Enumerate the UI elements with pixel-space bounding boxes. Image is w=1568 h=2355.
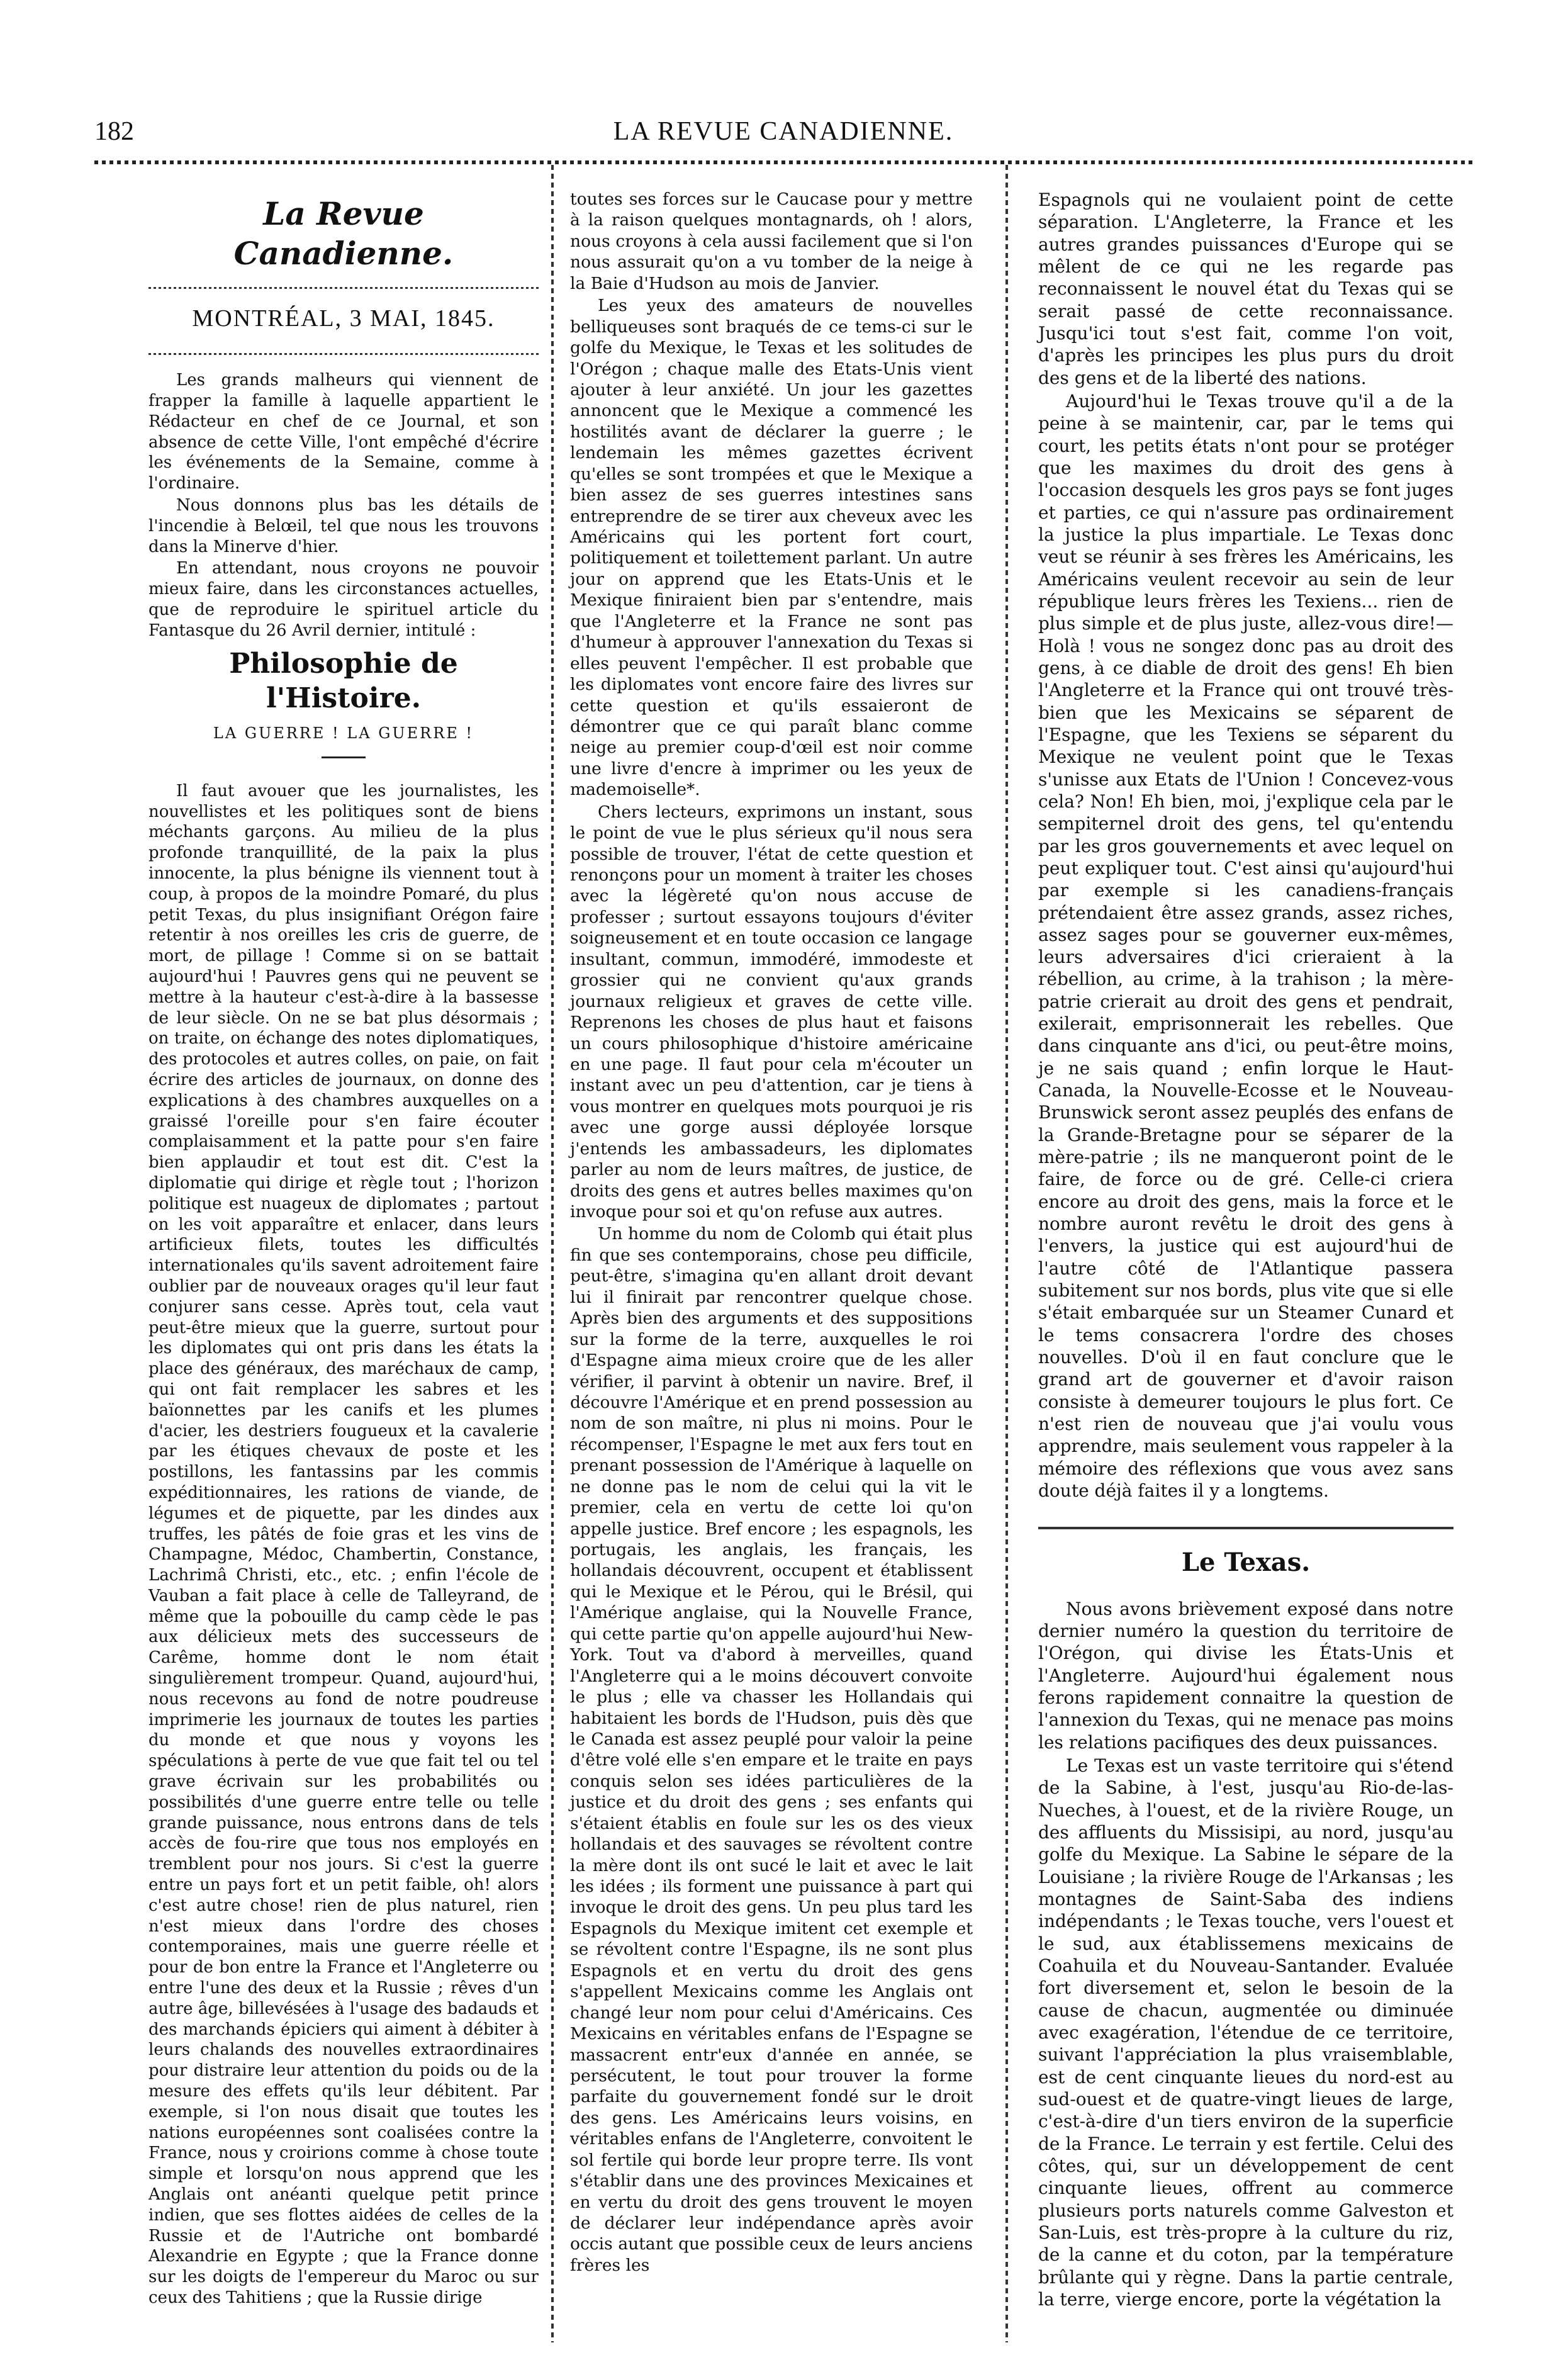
page-header: [94, 116, 1472, 154]
paragraph: Les yeux des amateurs de nouvelles belliqueuses sont braqués de ce tems-ci sur le golfe du Mexique, le Texas et les solitudes de l'Orégon ; chaque malle des Etats-Unis vient ajouter à leur anxiété. Un jour les gazettes annoncent que le Mexique a commencé les hostilités avant de déclarer la guerre ; le lendemain les mêmes gazettes écrivent qu'elles se sont trompées et que le Mexique a bien assez de ses guerres intestines sans entreprendre de se tirer aux cheveux avec les Américains qui les portent fort court, politiquement et toilettement parlant. Un autre jour on apprend que les Etats-Unis et le Mexique finiraient bien par s'entendre, mais que l'Angleterre et la France ne sont pas d'humeur à approuver l'annexation du Texas si elles peuvent l'empêcher. Il est probable que les diplomates vont encore faire des livres sur cette question et qu'ils essaieront de démontrer que ce qui paraît blanc comme neige au premier coup-d'œil est noir comme une livre d'encre à imprimer ou les yeux de mademoiselle*.: [570, 296, 973, 800]
subtitle-rule: [322, 756, 366, 758]
paragraph: toutes ses forces sur le Caucase pour y mettre à la raison quelques montagnards, oh ! alors, nous croyons à cela aussi facilement que si l'on nous assurait qu'on a vu tomber de la neige à la Baie d'Hudson au mois de Janvier.: [570, 189, 973, 293]
paragraph: Un homme du nom de Colomb qui était plus fin que ses contemporains, chose peu difficile, peut-être, s'imagina qu'en allant droit devant lui il finirait par rencontrer quelque chose. Après bien des arguments et des suppositions sur la forme de la terre, auxquelles le roi d'Espagne aima mieux croire que de les aller vérifier, il parvint à obtenir un navire. Bref, il découvre l'Amérique et en prend possession au nom de son maître, ni plus ni moins. Pour le récompenser, l'Espagne le met aux fers tout en prenant possession de l'Amérique à laquelle on ne donne pas le nom de celui qui la vit le premier, cela en vertu de cette loi qu'on appelle justice. Bref encore ; les espagnols, les portugais, les anglais, les français, les hollandais découvrent, occupent et établissent qui le Mexique et le Pérou, qui le Brésil, qui l'Amérique anglaise, qui la Nouvelle France, qui cette partie qu'on appelle aujourd'hui New-York. Tout va d'abord à merveilles, quand l'Angleterre qui a le moins découvert convoite le plus ; elle va chasser les Hollandais qui habitaient les bords de l'Hudson, puis dès que le Canada est assez peuplé pour valoir la peine d'être volé elle s'en empare et le traite en pays conquis selon ses idées particulières de la justice et du droit des gens ; ses enfants qui s'étaient établis en foule sur les os des vieux hollandais et des sauvages se révoltent contre la mère dont ils ont sucé le lait et avec le lait les idées ; ils forment une puissance à part qui invoque le droit des gens. Un peu plus tard les Espagnols du Mexique imitent cet exemple et se révoltent contre l'Espagne, ils ne sont plus Espagnols et en vertu du droit des gens s'appellent Mexicains comme les Anglais ont changé leur nom pour celui d'Américains. Ces Mexicains en véritables enfans de l'Espagne se massacrent entr'eux d'année en année, se persécutent, le tout pour trouver la forme parfaite du gouvernement fondé sur le droit des gens. Les Américains leurs voisins, en véritables enfans de l'Angleterre, convoitent le sol fertile qui borde leur propre terre. Ils vont s'établir dans une des provinces Mexicaines et en vertu du droit des gens trouvent le moyen de déclarer leur indépendance après avoir occis autant que possible ceux de leurs anciens frères les: [570, 1224, 973, 2275]
paragraph: Les grands malheurs qui viennent de frapper la famille à laquelle appartient le Rédacteur en chef de ce Journal, et son absence de cette Ville, l'ont empêché d'écrire les événements de la Semaine, comme à l'ordinaire.: [148, 371, 539, 493]
dateline-rule: [148, 353, 539, 355]
paragraph: Nous avons brièvement exposé dans notre dernier numéro la question du territoire de l'Orégon, qui divise les États-Unis et l'Angleterre. Aujourd'hui également nous ferons rapidement connaitre la question de l'annexion du Texas, qui ne menace pas moins les relations pacifiques des deux puissances.: [1038, 1598, 1453, 1753]
section-title: Le Texas.: [1181, 1548, 1311, 1578]
paragraph: Nous donnons plus bas les détails de l'incendie à Belœil, tel que nous les trouvons dans la Minerve d'hier.: [148, 495, 539, 556]
column-2: [570, 189, 973, 2277]
column-1: [148, 189, 539, 2310]
column-3: [1038, 189, 1453, 2312]
paragraph: Chers lecteurs, exprimons un instant, sous le point de vue le plus sérieux qu'il nous sera possible de trouver, l'état de cette question et renonçons pour un moment à traiter les choses avec la légèreté qu'on nous accuse de professer ; surtout essayons toujours d'éviter soigneusement et en toute occasion ce langage insultant, commun, immodéré, immodeste et grossier qui ne convient qu'aux grands journaux religieux et graves de cette ville. Reprenons les choses de plus haut et faisons un cours philosophique d'histoire américaine en une page. Il faut pour cela m'écouter un instant avec un peu d'attention, car je tiens à vous montrer en quelques mots pourquoi je ris avec une gorge aussi déployée lorsque j'entends les ambassadeurs, les diplomates parler au nom de leurs maîtres, de justice, de droits des gens et autres belles maximes qu'on invoque pour soi et qu'on refuse aux autres.: [570, 802, 973, 1222]
column-separator: [1005, 165, 1008, 2342]
paragraph: Le Texas est un vaste territoire qui s'étend de la Sabine, à l'est, jusqu'au Rio-de-las-Nueches, à l'ouest, et de la rivière Rouge, un des affluents du Missisipi, au nord, jusqu'au golfe du Mexique. La Sabine le sépare de la Louisiane ; la rivière Rouge de l'Arkansas ; les montagnes de Saint-Saba des indiens indépendants ; le Texas touche, vers l'ouest et le sud, aux établissemens mexicains de Coahuila et du Nouveau-Santander. Evaluée fort diversement et, selon le besoin de la cause de chacun, augmentée ou diminuée avec exagération, l'étendue de ce territoire, suivant l'appréciation la plus vraisemblable, est de cent cinquante lieues du nord-est au sud-ouest et de quatre-vingt lieues de large, c'est-à-dire d'un tiers environ de la superficie de la France. Le terrain y est fertile. Celui des côtes, qui, sur un développement de cent cinquante lieues, offrent au commerce plusieurs ports naturels comme Galveston et San-Luis, est très-propre à la culture du riz, de la canne et du coton, par la température brûlante qui y règne. Dans la partie centrale, la terre, vierge encore, porte la végétation la: [1038, 1755, 1453, 2310]
article-title: Philosophie de l'Histoire.: [229, 647, 458, 715]
article-subtitle: LA GUERRE ! LA GUERRE !: [213, 724, 474, 742]
column-separator: [551, 165, 554, 2342]
running-title: LA REVUE CANADIENNE.: [613, 117, 954, 146]
paragraph: Il faut avouer que les journalistes, les nouvellistes et les politiques sont de biens méchants garçons. Au milieu de la plus profonde tranquillité, de la paix la plus innocente, la plus bénigne ils viennent tout à coup, à propos de la moindre Pomaré, du plus petit Texas, du plus insignifiant Orégon faire retentir à nos oreilles les cris de guerre, de mort, de pillage ! Comme si on se battait aujourd'hui ! Pauvres gens qui ne peuvent se mettre à la hauteur c'est-à-dire à la bassesse de leur siècle. On ne se bat plus désormais ; on traite, on échange des notes diplomatiques, des protocoles et autres colles, on paie, on fait écrire des articles de journaux, on donne des explications à des chambres auxquelles on a graissé l'oreille pour s'en faire écouter complaisamment et la patte pour s'en faire bien applaudir et tout est dit. C'est la diplomatie qui dirige et règle tout ; l'horizon politique est nuageux de diplomates ; partout on les voit apparaître et enlacer, dans leurs artificieux filets, toutes les difficultés internationales qu'ils savent adroitement faire oublier par de nouveaux orages qu'il leur faut conjurer sans cesse. Après tout, cela vaut peut-être mieux que la guerre, surtout pour les diplomates qui ont pris dans les états la place des généraux, des maréchaux de camp, qui ont fait remplacer les sabres et les baïonnettes par les canifs et les plumes d'acier, les destriers fougueux et la cavalerie par les étiques chevaux de poste et les postillons, les fantassins par les commis expéditionnaires, les rations de viande, de légumes et de piquette, par les dindes aux truffes, les pâtés de foie gras et les vins de Champagne, Médoc, Chambertin, Constance, Lachrimâ Christi, etc., etc. ; enfin l'école de Vauban a fait place à celle de Talleyrand, de même que la pobouille du camp cède le pas aux délicieux mets des successeurs de Carême, homme dont le nom était singulièrement trompeur. Quand, aujourd'hui, nous recevons au fond de notre poudreuse imprimerie les journaux de toutes les parties du monde et que nous y voyons les spéculations à perte de vue que fait tel ou tel grave écrivain sur les probabilités ou possibilités d'une guerre entre telle ou telle grande puissance, nous entrons dans de tels accès de fou-rire que tous nos employés en tremblent pour nos jours. Si c'est la guerre entre un pays fort et un petit faible, oh! alors c'est autre chose! rien de plus naturel, rien n'est mieux dans l'ordre des choses contemporaines, mais une guerre réelle et pour de bon entre la France et l'Angleterre ou entre l'une des deux et la Russie ; rêves d'un autre âge, billevésées à l'usage des badauds et des marchands épiciers qui aiment à débiter à leurs chalands des nouvelles extraordinaires pour distraire leur attention du poids ou de la mesure des effets qu'ils leur débitent. Par exemple, si l'on nous disait que toutes les nations européennes sont coalisées contre la France, nous y croirions comme à chose toute simple et lorsqu'on nous apprend que les Anglais ont anéanti quelque petit prince indien, que ses flottes aidées de celles de la Russie et de l'Autriche ont bombardé Alexandrie en Egypte ; que la France donne sur les doigts de l'empereur du Maroc ou sur ceux des Tahitiens ; que la Russie dirige: [148, 781, 539, 2307]
masthead-rule: [148, 287, 539, 289]
masthead: La Revue Canadienne.: [233, 195, 454, 273]
section-rule: [1038, 1527, 1453, 1529]
paragraph: Aujourd'hui le Texas trouve qu'il a de la peine à se maintenir, car, par le tems qui court, les petits états n'ont pour se protéger que les maximes du droit des gens à l'occasion desquels les gros pays se font juges et parties, ce qui n'assure pas ordinairement la justice la plus impartiale. Le Texas donc veut se réunir à ses frères les Américains, les Américains veulent recevoir au sein de leur république leurs frères les Texiens... rien de plus simple et de plus juste, allez-vous dire!— Holà ! vous ne songez donc pas au droit des gens, à ce diable de droit des gens! Eh bien l'Angleterre et la France qui ont trouvé très-bien que les Mexicains se séparent de l'Espagne, que les Texiens se séparent du Mexique ne veulent point que le Texas s'unisse aux Etats de l'Union ! Concevez-vous cela? Non! Eh bien, moi, j'explique cela par le sempiternel droit des gens, tel qu'entendu par les gros gouvernements et avec lequel on peut expliquer tout. C'est ainsi qu'aujourd'hui par exemple si les canadiens-français prétendaient être assez grands, assez riches, assez sages pour se gouverner eux-mêmes, leurs adversaires d'ici crieraient à la rébellion, au crime, à la trahison ; la mère-patrie crierait au droit des gens et pendrait, exilerait, emprisonnerait les rebelles. Que dans cinquante ans d'ici, ou peut-être moins, je ne sais quand ; enfin lorque le Haut-Canada, la Nouvelle-Ecosse et le Nouveau-Brunswick seront assez peuplés des enfans de la Grande-Bretagne pour se séparer de la mère-patrie ; ils ne manqueront point de le faire, de force ou de gré. Celle-ci criera encore au droit des gens, mais la force et le nombre auront revêtu le droit des gens à l'envers, la justice qui est aujourd'hui de l'autre côté de l'Atlantique passera subitement sur nos bords, plus vite que si elle s'était embarquée sur un Steamer Cunard et le tems consacrera l'ordre des choses nouvelles. D'où il en faut conclure que le grand art de gouverner et d'avoir raison consiste à demeurer toujours le plus fort. Ce n'est rien de nouveau que j'ai voulu vous apprendre, mais seulement vous rappeler à la mémoire des réflexions que vous avez sans doute déjà faites il y a longtems.: [1038, 390, 1453, 1502]
paragraph: Espagnols qui ne voulaient point de cette séparation. L'Angleterre, la France et les autres grandes puissances d'Europe qui se mêlent de ce qui ne les regarde pas reconnaissent le nouvel état du Texas qui se serait passé de cette reconnaissance. Jusqu'ici tout s'est fait, comme l'on voit, d'après les principes les plus purs du droit des gens et de la liberté des nations.: [1038, 189, 1453, 388]
dateline: MONTRÉAL, 3 MAI, 1845.: [192, 305, 495, 332]
page-number: 182: [94, 117, 134, 146]
paragraph: En attendant, nous croyons ne pouvoir mieux faire, dans les circonstances actuelles, que de reproduire le spirituel article du Fantasque du 26 Avril dernier, intitulé :: [148, 559, 539, 640]
header-rule: [94, 160, 1472, 164]
